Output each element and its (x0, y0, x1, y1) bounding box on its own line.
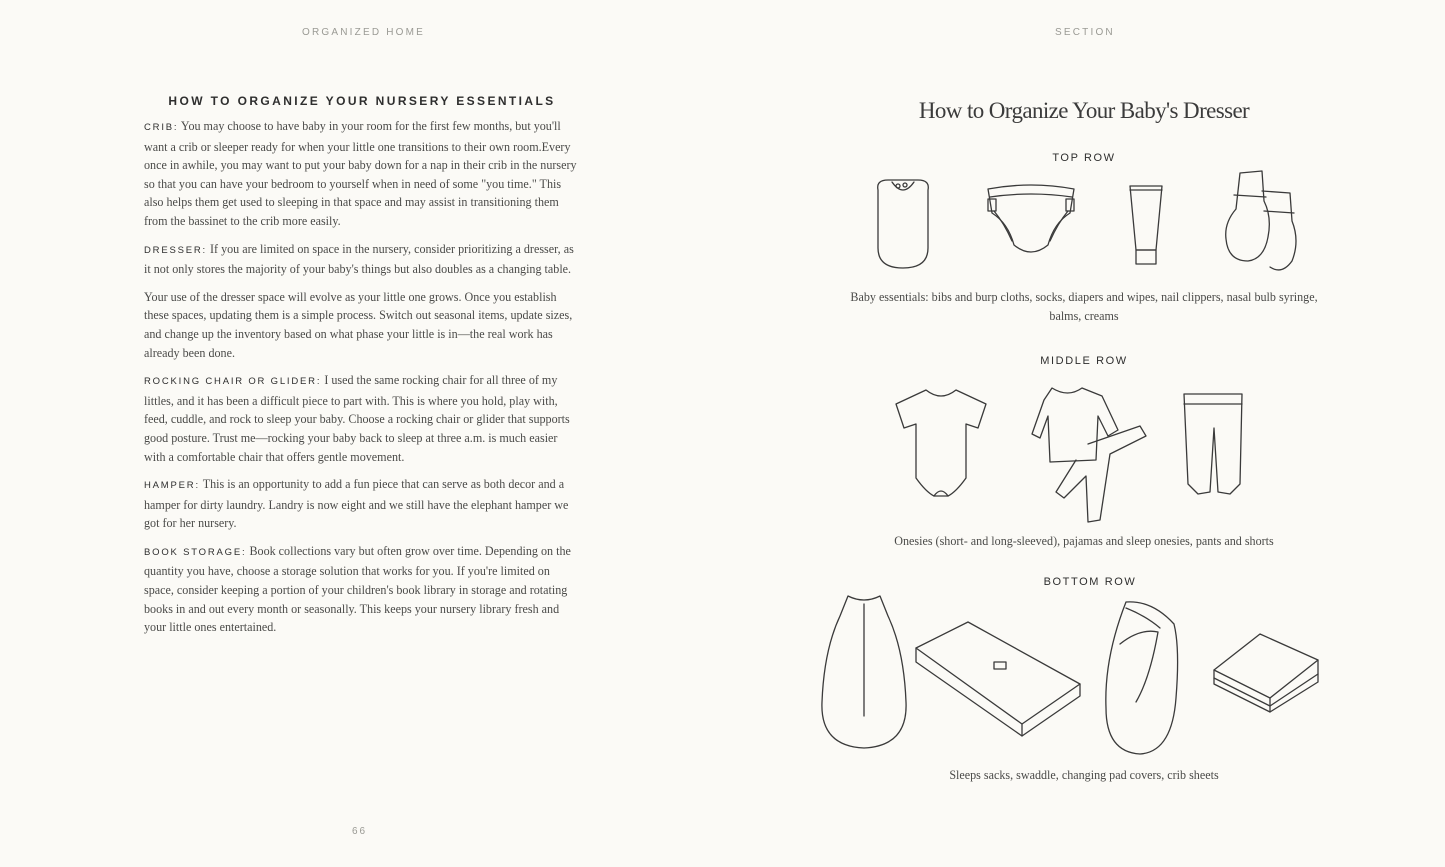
section-keyword: DRESSER: (144, 244, 207, 256)
crib-sheets-icon (1210, 626, 1322, 718)
caption-middle-row: Onesies (short- and long-sleeved), pajamas and sleep onesies, pants and shorts (894, 534, 1274, 548)
section-keyword: ROCKING CHAIR OR GLIDER: (144, 376, 322, 388)
row-label-middle: MIDDLE ROW (1040, 355, 1128, 367)
section-keyword: BOOK STORAGE: (144, 546, 247, 558)
section-text: You may choose to have baby in your room for the first few months, but you'll want a crib or sleeper ready for when your little one transitions to their own room.Every once in awhile, you may want to put your baby down for a nap in their crib in the nursery so that you can have your bedroom to yourself when in need of some "you time." This also helps them get used to sleeping in that space and may assist in transitioning them from the bassinet to the crib more easily. (144, 119, 577, 228)
left-page-title (144, 92, 580, 111)
section-text: Book collections vary but often grow over time. Depending on the quantity you have, choose a storage solution that works for you. If you're limited on space, consider keeping a portion of your children's book library in storage and rotating books in and out every month or seasonally. This keeps your nursery library fresh and your little ones entertained. (144, 543, 571, 635)
section-crib (144, 117, 580, 231)
changing-pad-icon (912, 618, 1084, 740)
cream-tube-icon (1124, 180, 1168, 270)
swaddle-icon (1100, 598, 1182, 758)
running-head-left: ORGANIZED HOME (302, 27, 426, 38)
section-dresser (144, 240, 580, 279)
row-label-bottom: BOTTOM ROW (1043, 576, 1137, 588)
section-dresser-cont (144, 288, 580, 362)
left-page-body (144, 92, 580, 646)
section-keyword: CRIB: (144, 122, 179, 133)
section-hamper (144, 475, 580, 533)
diaper-icon (984, 183, 1078, 263)
pants-icon (1180, 388, 1246, 502)
section-text: This is an opportunity to add a fun piece that can serve as both decor and a hamper for dirty laundry. Landry is now eight and we still have the elephant hamper we got for her nursery. (144, 477, 569, 531)
page-number: 66 (352, 826, 368, 837)
row-label-top: TOP ROW (1052, 152, 1116, 164)
caption-bottom-row: Sleeps sacks, swaddle, changing pad covers, crib sheets (949, 768, 1219, 782)
right-page-title: How to Organize Your Baby's Dresser (918, 98, 1250, 123)
sleep-sack-icon (818, 590, 910, 752)
left-page-title-text: HOW TO ORGANIZE YOUR NURSERY ESSENTIALS (168, 94, 556, 108)
section-book-storage (144, 542, 580, 637)
section-rocking-chair (144, 371, 580, 466)
caption-top-row: Baby essentials: bibs and burp cloths, socks, diapers and wipes, nail clippers, nasal bulb syringe, balms, creams (850, 290, 1318, 323)
bib-icon (868, 176, 938, 272)
section-text: Your use of the dresser space will evolve as your little one grows. Once you establish these spaces, updating them is a simple process. Switch out seasonal items, update sizes, and change up the inventory based on what phase your little is in—the real work has already been done. (144, 289, 573, 360)
section-keyword: HAMPER: (144, 480, 200, 492)
section-text: If you are limited on space in the nursery, consider prioritizing a dresser, as it not only stores the majority of your baby's things but also doubles as a changing table. (144, 241, 574, 277)
socks-icon (1220, 167, 1302, 279)
pajamas-icon (1028, 380, 1150, 526)
onesie-icon (890, 386, 992, 502)
running-head-right: SECTION (1055, 27, 1115, 38)
section-text: I used the same rocking chair for all three of my littles, and it has been a difficult piece to part with. This is where you hold, play with, feed, cuddle, and rock to sleep your baby. Choose a rocking chair or glider that supports good posture. Trust me—rocking your baby back to sleep at three a.m. is much easier with a comfortable chair that offers gentle movement. (144, 373, 570, 464)
